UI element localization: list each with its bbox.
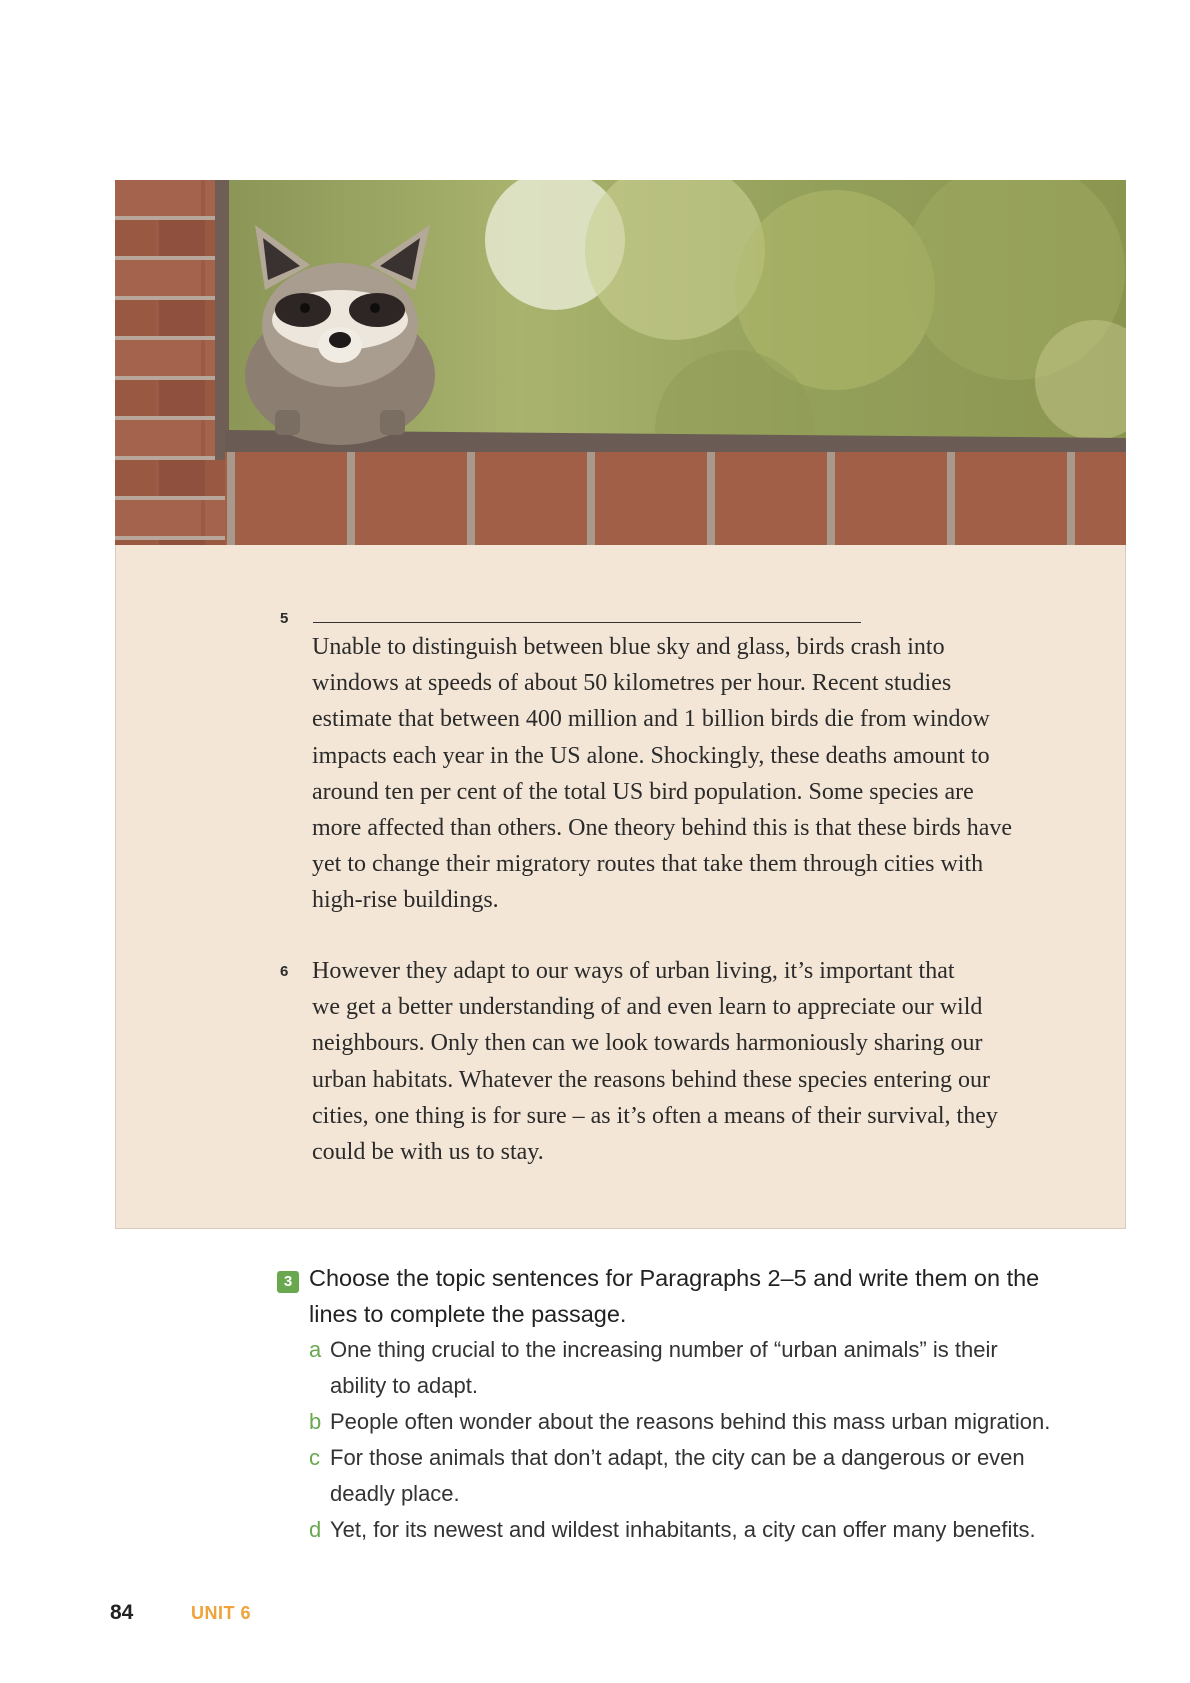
paragraph-6-line: urban habitats. Whatever the reasons behind these species entering our xyxy=(312,1066,990,1093)
paragraph-5-line: more affected than others. One theory behind this is that these birds have xyxy=(312,815,1013,842)
paragraph-6-text xyxy=(312,953,1072,1170)
paragraph-5-line: yet to change their migratory routes that take them through cities with xyxy=(312,851,984,878)
instruction-line: Choose the topic sentences for Paragraphs 2–5 and write them on the xyxy=(309,1265,1040,1291)
paragraph-5-text xyxy=(312,629,1072,919)
paragraph-5-line: Unable to distinguish between blue sky and glass, birds crash into xyxy=(312,634,945,660)
raccoon-photo-illustration xyxy=(115,180,1126,545)
option-text-continued: ability to adapt. xyxy=(330,1373,478,1398)
paragraph-5-line: around ten per cent of the total US bird population. Some species are xyxy=(312,778,974,805)
paragraph-5-line: estimate that between 400 million and 1 billion birds die from window xyxy=(312,706,990,733)
exercise-number-badge: 3 xyxy=(277,1271,299,1293)
passage-box xyxy=(115,545,1126,1229)
option-d xyxy=(309,1512,1099,1548)
paragraph-6-line: cities, one thing is for sure – as it’s often a means of their survival, they xyxy=(312,1102,998,1129)
option-text-continued: deadly place. xyxy=(330,1481,460,1506)
option-letter: c xyxy=(309,1445,320,1470)
option-letter: d xyxy=(309,1517,322,1542)
raccoon-photo xyxy=(115,180,1126,545)
paragraph-5-line: high-rise buildings. xyxy=(312,887,499,914)
option-b xyxy=(309,1404,1099,1440)
paragraph-6-line: However they adapt to our ways of urban living, it’s important that xyxy=(312,958,955,984)
paragraph-5-line: windows at speeds of about 50 kilometres per hour. Recent studies xyxy=(312,670,952,697)
option-c xyxy=(309,1440,1099,1512)
option-text: One thing crucial to the increasing number of “urban animals” is their xyxy=(330,1337,998,1362)
paragraph-6-line: could be with us to stay. xyxy=(312,1139,544,1166)
unit-label: UNIT 6 xyxy=(191,1603,252,1623)
exercise-instruction xyxy=(309,1260,1099,1332)
paragraph-6-line: we get a better understanding of and even learn to appreciate our wild xyxy=(312,994,983,1021)
option-text: Yet, for its newest and wildest inhabitants, a city can offer many benefits. xyxy=(330,1517,1036,1542)
option-text: People often wonder about the reasons behind this mass urban migration. xyxy=(330,1409,1051,1434)
option-letter: b xyxy=(309,1409,322,1434)
paragraph-5-number: 5 xyxy=(280,610,289,627)
paragraph-5-answer-line xyxy=(313,622,861,623)
instruction-line: lines to complete the passage. xyxy=(309,1301,627,1327)
paragraph-5-line: impacts each year in the US alone. Shockingly, these deaths amount to xyxy=(312,742,990,769)
page-number: 84 xyxy=(110,1601,134,1624)
option-text: For those animals that don’t adapt, the city can be a dangerous or even xyxy=(330,1445,1025,1470)
option-letter: a xyxy=(309,1337,322,1362)
option-a xyxy=(309,1332,1099,1404)
paragraph-6-number: 6 xyxy=(280,963,289,980)
paragraph-6-line: neighbours. Only then can we look towards harmoniously sharing our xyxy=(312,1030,983,1057)
